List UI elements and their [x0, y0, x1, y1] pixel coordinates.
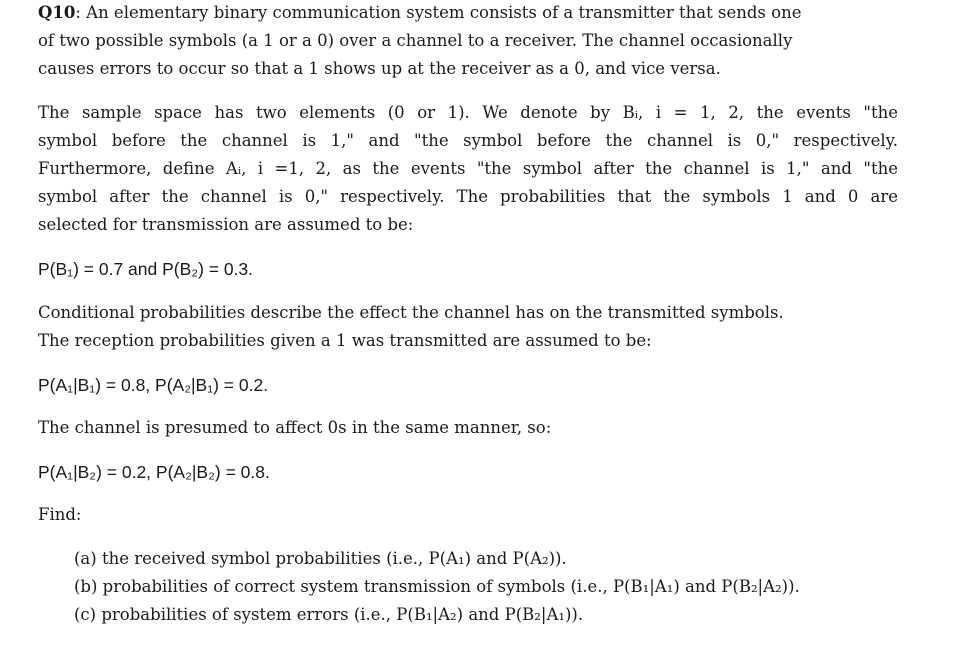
- find-item-b: (b) probabilities of correct system transmission of symbols (i.e., P(B₁|A₁) and P(B₂|A₂)).: [74, 577, 800, 596]
- sample-space-line-3: Furthermore, define Aᵢ, i =1, 2, as the events "the symbol after the channel is 1," and "the: [38, 159, 898, 178]
- sample-space-line-2: symbol before the channel is 1," and "the symbol before the channel is 0," respectively.: [38, 131, 898, 150]
- conditional-intro-line-1: Conditional probabilities describe the effect the channel has on the transmitted symbols.: [38, 303, 784, 322]
- conditional-intro-line-2: The reception probabilities given a 1 was transmitted are assumed to be:: [38, 331, 652, 350]
- conditional-given-b2: P(A₁|B₂) = 0.2, P(A₂|B₂) = 0.8.: [38, 462, 270, 482]
- question-line-1: [38, 2, 801, 24]
- find-label: Find:: [38, 505, 82, 524]
- find-item-c: (c) probabilities of system errors (i.e., P(B₁|A₂) and P(B₂|A₁)).: [74, 605, 584, 624]
- channel-note: The channel is presumed to affect 0s in the same manner, so:: [38, 418, 552, 437]
- find-item-a: (a) the received symbol probabilities (i.e., P(A₁) and P(A₂)).: [74, 549, 567, 568]
- conditional-given-b1: P(A₁|B₁) = 0.8, P(A₂|B₁) = 0.2.: [38, 375, 269, 395]
- question-line-3: causes errors to occur so that a 1 shows up at the receiver as a 0, and vice versa.: [38, 59, 721, 78]
- question-label: Q10: [38, 3, 76, 22]
- prior-probabilities: P(B₁) = 0.7 and P(B₂) = 0.3.: [38, 259, 254, 279]
- question-text-1: : An elementary binary communication system consists of a transmitter that sends one: [75, 3, 802, 22]
- sample-space-line-1: The sample space has two elements (0 or 1). We denote by Bᵢ, i = 1, 2, the events "the: [38, 103, 898, 122]
- question-line-2: of two possible symbols (a 1 or a 0) over a channel to a receiver. The channel occasionally: [38, 31, 793, 50]
- sample-space-line-5: selected for transmission are assumed to be:: [38, 215, 414, 234]
- sample-space-line-4: symbol after the channel is 0," respectively. The probabilities that the symbols 1 and 0 are: [38, 187, 898, 206]
